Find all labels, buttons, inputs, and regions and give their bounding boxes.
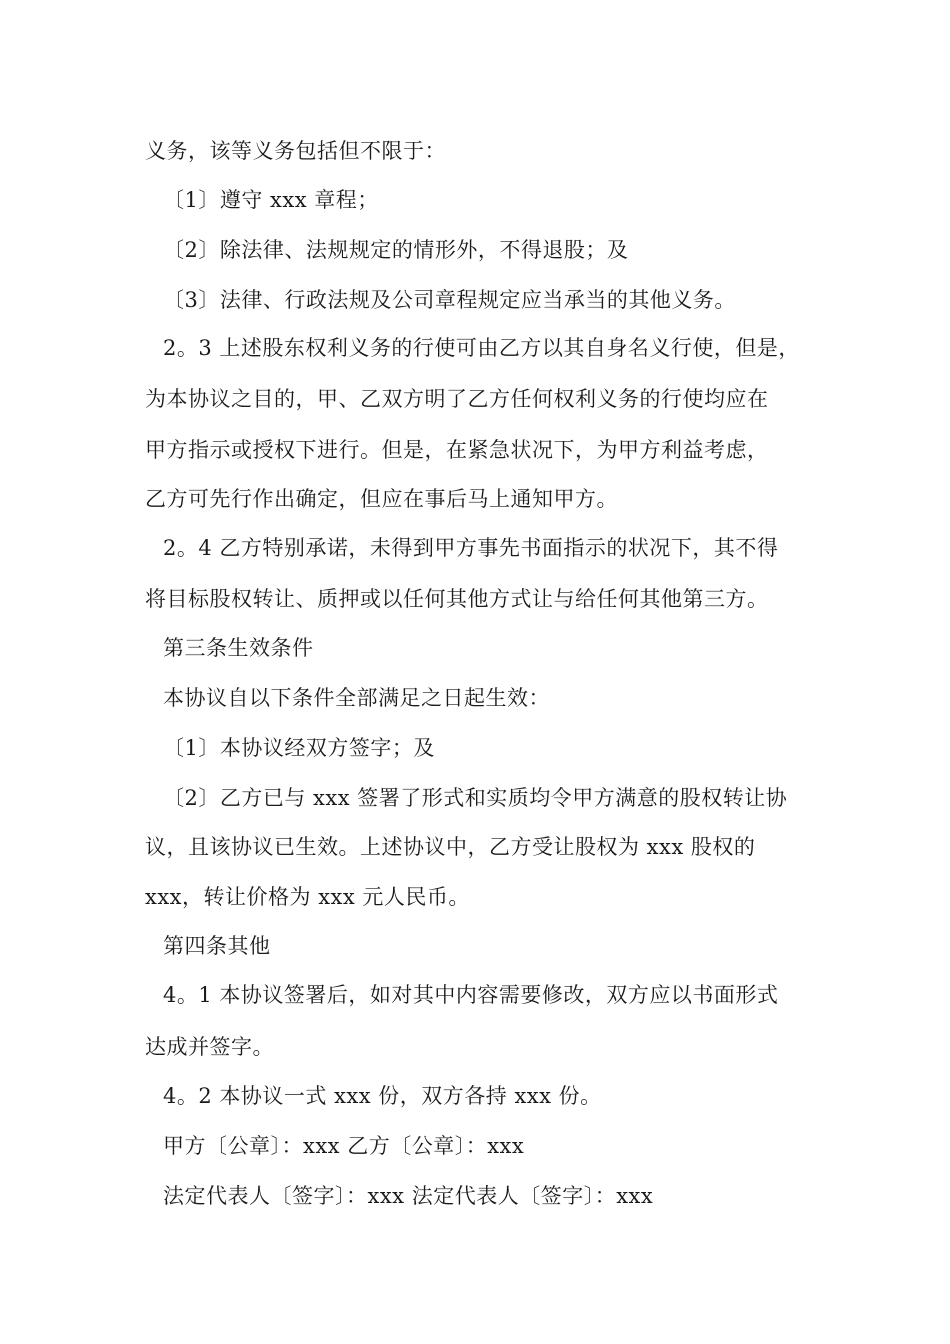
- text-line: 议，且该协议已生效。上述协议中，乙方受让股权为 xxx 股权的: [145, 835, 756, 859]
- signature-line: 法定代表人〔签字〕：xxx 法定代表人〔签字〕：xxx: [163, 1184, 654, 1208]
- text-line: 〔1〕本协议经双方签字；及: [163, 736, 435, 760]
- text-line: 〔3〕法律、行政法规及公司章程规定应当承当的其他义务。: [163, 288, 736, 312]
- signature-line: 甲方〔公章〕：xxx 乙方〔公章〕：xxx: [163, 1134, 525, 1158]
- text-line: xxx，转让价格为 xxx 元人民币。: [145, 885, 470, 909]
- text-line: 为本协议之目的，甲、乙双方明了乙方任何权利义务的行使均应在: [145, 387, 769, 411]
- text-line: 本协议自以下条件全部满足之日起生效：: [163, 686, 550, 710]
- text-line: 义务，该等义务包括但不限于：: [145, 139, 446, 163]
- section-heading: 第四条其他: [163, 934, 271, 958]
- text-line: 甲方指示或授权下进行。但是，在紧急状况下，为甲方利益考虑，: [145, 438, 769, 462]
- text-line: 〔2〕除法律、法规规定的情形外，不得退股；及: [163, 238, 629, 262]
- text-line: 将目标股权转让、质押或以任何其他方式让与给任何其他第三方。: [145, 587, 769, 611]
- text-line: 达成并签字。: [145, 1035, 274, 1059]
- text-line: 4。2 本协议一式 xxx 份，双方各持 xxx 份。: [163, 1084, 602, 1108]
- text-line: 2。3 上述股东权利义务的行使可由乙方以其自身名义行使，但是，: [163, 336, 800, 360]
- text-line: 4。1 本协议签署后，如对其中内容需要修改，双方应以书面形式: [163, 983, 779, 1007]
- section-heading: 第三条生效条件: [163, 636, 314, 660]
- text-line: 〔1〕遵守 xxx 章程；: [163, 188, 379, 212]
- text-line: 〔2〕乙方已与 xxx 签署了形式和实质均令甲方满意的股权转让协: [163, 786, 788, 810]
- text-line: 乙方可先行作出确定，但应在事后马上通知甲方。: [145, 487, 618, 511]
- text-line: 2。4 乙方特别承诺，未得到甲方事先书面指示的状况下，其不得: [163, 536, 779, 560]
